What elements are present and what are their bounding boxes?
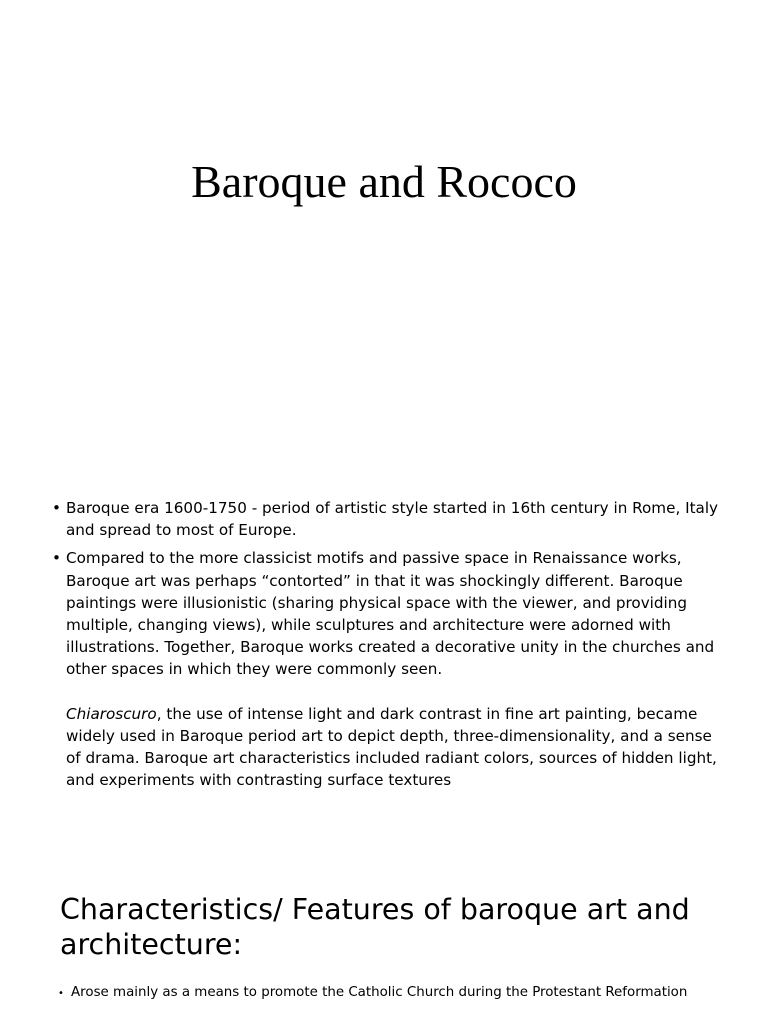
- features-list-item: [58, 983, 738, 1002]
- features-item-text: Arose mainly as a means to promote the Catholic Church during the Protestant Reformation: [71, 985, 688, 1000]
- bullet-item-comparison: [52, 547, 722, 791]
- section-heading: Characteristics/ Features of baroque art and architecture:: [60, 893, 690, 961]
- bullet-text: Compared to the more classicist motifs and passive space in Renaissance works, Baroque art was perhaps “contorted” in that it was shockingly different. Baroque paintings were illusionistic (sharing physical space with the viewer, and providing multiple, changing views), while sculptures and architecture were adorned with illustrations. Together, Baroque works created a decorative unity in the churches and other spaces in which they were commonly seen.: [66, 549, 715, 679]
- chiaroscuro-term: Chiaroscuro: [66, 704, 157, 723]
- features-list: [58, 983, 738, 1002]
- bullet-dot-icon: •: [52, 499, 61, 517]
- bullet-text: Baroque era 1600-1750 - period of artistic style started in 16th century in Rome, Italy and spread to most of Europe.: [66, 499, 719, 540]
- bullet-dot-icon: •: [52, 549, 61, 568]
- bullet-dot-icon: •: [58, 988, 64, 999]
- bullet-item-era: [52, 497, 722, 541]
- chiaroscuro-text: , the use of intense light and dark contrast in fine art painting, became widely used in Baroque period art to depict depth, three-dimensionality, and a sense of drama. Baroque art characteristics included radiant colors, sources of hidden light, and experiments with contrasting surface textures: [66, 704, 717, 790]
- paragraph-gap: [66, 681, 722, 703]
- slide-title: Baroque and Rococo: [191, 156, 577, 207]
- bullet-list: [52, 497, 722, 797]
